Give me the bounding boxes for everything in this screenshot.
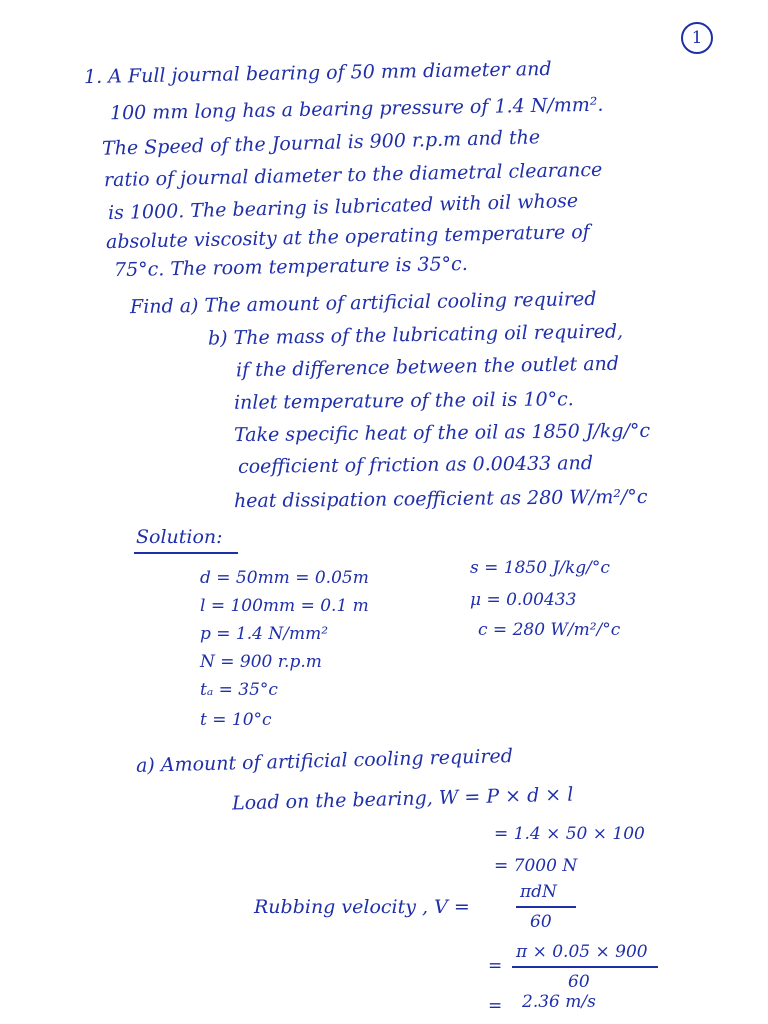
problem-line-3: The Speed of the Journal is 900 r.p.m and the [101, 126, 541, 160]
velocity-equals-1: = [488, 956, 503, 976]
velocity-step-denominator: 60 [568, 972, 590, 992]
solution-heading: Solution: [136, 526, 223, 548]
given-speed: N = 900 r.p.m [200, 652, 322, 672]
solution-underline [134, 552, 238, 554]
given-diameter: d = 50mm = 0.05m [200, 568, 369, 588]
velocity-equals-2: = [488, 996, 503, 1016]
given-pressure: p = 1.4 N/mm² [200, 624, 329, 644]
load-step-2: = 7000 N [494, 856, 578, 876]
given-length: l = 100mm = 0.1 m [200, 596, 369, 616]
velocity-step-fraction-bar [512, 966, 658, 968]
given-heat-dissipation: c = 280 W/m²/°c [478, 620, 621, 640]
problem-line-9: b) The mass of the lubricating oil required, [207, 320, 624, 350]
given-room-temp: tₐ = 35°c [200, 680, 278, 700]
velocity-numerator: πdN [520, 882, 557, 902]
given-friction-coeff: μ = 0.00433 [470, 590, 577, 610]
problem-line-6: absolute viscosity at the operating temperature of [105, 220, 590, 254]
problem-line-14: heat dissipation coefficient as 280 W/m²/°c [233, 485, 648, 513]
velocity-denominator: 60 [530, 912, 552, 932]
given-specific-heat: s = 1850 J/kg/°c [470, 558, 610, 578]
problem-line-2: 100 mm long has a bearing pressure of 1.4 N/mm². [109, 93, 604, 125]
problem-line-10: if the difference between the outlet and [235, 352, 620, 382]
load-step-1: = 1.4 × 50 × 100 [494, 824, 645, 844]
page-number-circle: 1 [681, 22, 713, 54]
velocity-fraction-bar [516, 906, 576, 908]
velocity-label: Rubbing velocity , V = [254, 896, 470, 918]
problem-line-12: Take specific heat of the oil as 1850 J/kg/°c [233, 419, 651, 447]
problem-line-8: Find a) The amount of artificial cooling required [129, 287, 597, 319]
velocity-step-numerator: π × 0.05 × 900 [516, 942, 648, 962]
load-formula-line: Load on the bearing, W = P × d × l [231, 783, 574, 815]
part-a-heading: a) Amount of artificial cooling required [135, 745, 514, 777]
problem-line-7: 75°c. The room temperature is 35°c. [113, 252, 468, 282]
problem-line-5: is 1000. The bearing is lubricated with oil whose [107, 189, 579, 225]
velocity-result: 2.36 m/s [522, 992, 596, 1012]
problem-line-4: ratio of journal diameter to the diametral clearance [103, 158, 603, 192]
given-temp-diff: t = 10°c [200, 710, 272, 730]
problem-line-11: inlet temperature of the oil is 10°c. [233, 388, 574, 414]
problem-line-1: 1. A Full journal bearing of 50 mm diameter and [83, 57, 552, 89]
problem-line-13: coefficient of friction as 0.00433 and [237, 452, 594, 478]
